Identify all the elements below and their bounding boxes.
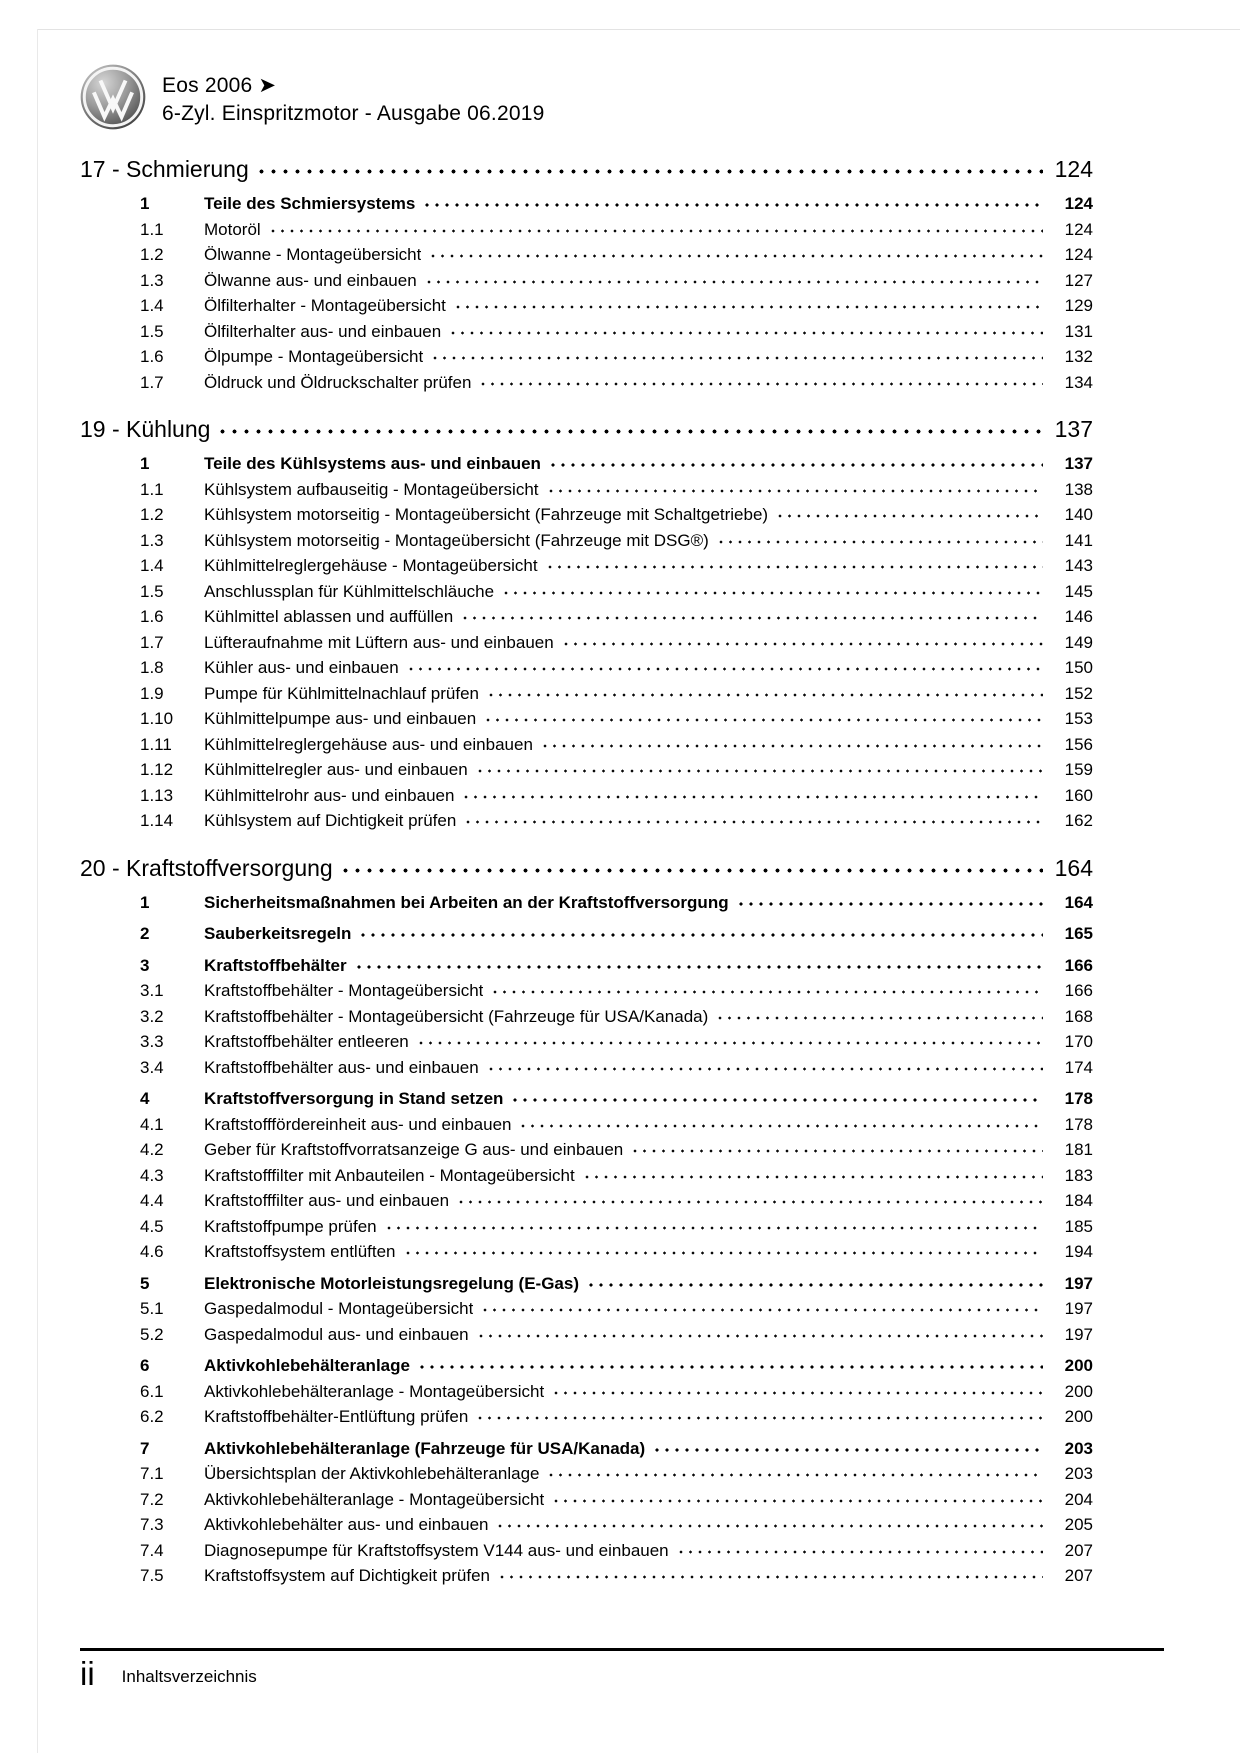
dot-leader	[564, 642, 1043, 646]
entry-number: 4.2	[140, 1140, 164, 1159]
entry-number: 7.4	[140, 1540, 164, 1560]
toc-chapter	[80, 154, 1093, 395]
footer-rule	[80, 1648, 1164, 1651]
chapter-title: 20 - Kraftstoffversorgung	[80, 854, 333, 881]
entry-page-number: 183	[1064, 1165, 1093, 1185]
toc-entry	[80, 783, 1093, 809]
entry-number: 2	[140, 924, 150, 943]
document-footer	[80, 1648, 1164, 1692]
dot-leader	[220, 429, 1043, 434]
entry-number: 1.10	[140, 709, 174, 728]
entry-title: Kühlmittelreglergehäuse aus- und einbauen	[204, 734, 533, 754]
entry-page-number: 159	[1064, 760, 1093, 779]
toc-chapter-row	[80, 853, 1093, 884]
entry-title: Kühler aus- und einbauen	[204, 658, 399, 677]
toc-entry	[80, 1163, 1093, 1189]
entry-number: 1.8	[140, 658, 164, 677]
toc-chapter	[80, 853, 1093, 1589]
toc-entry	[80, 1086, 1093, 1112]
toc-entry	[80, 630, 1093, 656]
entry-title: Anschlussplan für Kühlmittelschläuche	[204, 581, 495, 601]
toc-entry	[80, 706, 1093, 732]
toc-entry	[80, 502, 1093, 528]
entry-page-number: 134	[1064, 372, 1093, 392]
dot-leader	[655, 1448, 1043, 1452]
toc-entry	[80, 1379, 1093, 1405]
dot-leader	[406, 1251, 1044, 1255]
toc-entry	[80, 242, 1093, 268]
entry-number: 4	[140, 1089, 150, 1108]
entry-title: Kraftstoffbehälter - Montageübersicht	[204, 981, 484, 1000]
entry-number: 1.6	[140, 607, 164, 626]
entry-number: 1.1	[140, 219, 164, 239]
entry-number: 1.14	[140, 811, 174, 830]
toc-entry	[80, 1188, 1093, 1214]
entry-page-number: 160	[1064, 785, 1093, 805]
entry-number: 1.11	[140, 734, 172, 754]
toc-entry	[80, 1404, 1093, 1430]
entry-title: Gaspedalmodul aus- und einbauen	[204, 1324, 469, 1344]
entry-title: Lüfteraufnahme mit Lüftern aus- und einbauen	[204, 632, 554, 652]
entry-page-number: 207	[1064, 1566, 1093, 1585]
dot-leader	[420, 1365, 1043, 1369]
dot-leader	[554, 1391, 1043, 1395]
entry-number: 3.1	[140, 981, 164, 1000]
dot-leader	[489, 693, 1043, 697]
toc-entry	[80, 1112, 1093, 1138]
entry-page-number: 137	[1064, 454, 1093, 473]
entry-page-number: 205	[1064, 1515, 1093, 1534]
toc-entry	[80, 1436, 1093, 1462]
dot-leader	[543, 744, 1043, 748]
entry-number: 1.1	[140, 479, 164, 499]
toc-entry	[80, 528, 1093, 554]
dot-leader	[343, 868, 1043, 873]
toc-entry	[80, 1538, 1093, 1564]
dot-leader	[451, 331, 1043, 335]
dot-leader	[479, 1334, 1043, 1338]
dot-leader	[493, 990, 1043, 994]
entry-page-number: 200	[1064, 1381, 1093, 1401]
toc-entry	[80, 1563, 1093, 1589]
entry-page-number: 178	[1064, 1114, 1093, 1134]
entry-page-number: 146	[1064, 607, 1093, 626]
entry-page-number: 194	[1064, 1242, 1093, 1261]
toc-entry	[80, 1271, 1093, 1297]
chapter-page-number: 164	[1054, 854, 1093, 881]
vw-logo-icon	[80, 64, 146, 135]
toc-entry	[80, 293, 1093, 319]
dot-leader	[500, 1575, 1043, 1579]
footer-page-number: ii	[80, 1655, 95, 1692]
toc-entry	[80, 604, 1093, 630]
toc-entry	[80, 757, 1093, 783]
entry-title: Kraftstoffversorgung in Stand setzen	[204, 1089, 504, 1108]
entry-title: Elektronische Motorleistungsregelung (E-Gas)	[204, 1273, 580, 1293]
dot-leader	[548, 565, 1043, 569]
entry-page-number: 141	[1064, 530, 1093, 550]
toc-entry	[80, 477, 1093, 503]
dot-leader	[551, 463, 1043, 467]
entry-title: Aktivkohlebehälteranlage (Fahrzeuge für USA/Kanada)	[204, 1438, 646, 1458]
toc-chapter	[80, 414, 1093, 834]
toc-entry	[80, 1239, 1093, 1265]
dot-leader	[481, 382, 1043, 386]
entry-number: 4.4	[140, 1191, 164, 1210]
dot-leader	[456, 305, 1043, 309]
toc-entry	[80, 1353, 1093, 1379]
toc-entry	[80, 1322, 1093, 1348]
entry-number: 3.2	[140, 1006, 164, 1026]
toc	[80, 154, 1093, 1589]
entry-number: 1.2	[140, 245, 164, 264]
document-header	[80, 64, 1240, 135]
entry-number: 1.12	[140, 760, 174, 779]
entry-title: Kraftstofffilter mit Anbauteilen - Montageübersicht	[204, 1165, 575, 1185]
dot-leader	[778, 514, 1043, 518]
toc-entry	[80, 319, 1093, 345]
entry-number: 1.3	[140, 270, 164, 290]
dot-leader	[464, 795, 1043, 799]
entry-title: Öldruck und Öldruckschalter prüfen	[204, 372, 472, 392]
entry-page-number: 168	[1064, 1006, 1093, 1026]
entry-number: 1.9	[140, 683, 164, 703]
entry-page-number: 143	[1064, 556, 1093, 575]
toc-entry	[80, 553, 1093, 579]
entry-number: 3.4	[140, 1057, 164, 1077]
toc-chapter-row	[80, 154, 1093, 185]
entry-title: Ölwanne aus- und einbauen	[204, 270, 417, 290]
entry-page-number: 138	[1064, 479, 1093, 499]
entry-page-number: 153	[1064, 709, 1093, 728]
entry-number: 1.5	[140, 581, 164, 601]
toc-entry	[80, 890, 1093, 916]
entry-page-number: 207	[1064, 1540, 1093, 1560]
entry-number: 1.2	[140, 505, 164, 524]
entry-page-number: 181	[1064, 1140, 1093, 1159]
toc-entry	[80, 191, 1093, 217]
dot-leader	[419, 1041, 1043, 1045]
entry-title: Kühlsystem motorseitig - Montageübersicht (Fahrzeuge mit Schaltgetriebe)	[204, 505, 769, 524]
entry-title: Kühlsystem motorseitig - Montageübersicht (Fahrzeuge mit DSG®)	[204, 530, 709, 550]
dot-leader	[361, 933, 1043, 937]
entry-number: 1.4	[140, 296, 164, 315]
toc-entry	[80, 953, 1093, 979]
entry-page-number: 174	[1064, 1057, 1093, 1077]
entry-page-number: 164	[1064, 892, 1093, 912]
entry-page-number: 124	[1064, 245, 1093, 264]
dot-leader	[425, 203, 1043, 207]
chapter-items	[80, 451, 1093, 834]
entry-title: Teile des Schmiersystems	[204, 194, 416, 213]
toc-entry	[80, 370, 1093, 396]
entry-page-number: 132	[1064, 347, 1093, 366]
entry-page-number: 165	[1064, 924, 1093, 943]
dot-leader	[513, 1098, 1043, 1102]
entry-number: 5	[140, 1273, 150, 1293]
entry-page-number: 145	[1064, 581, 1093, 601]
entry-title: Aktivkohlebehälteranlage	[204, 1356, 410, 1375]
dot-leader	[498, 1524, 1043, 1528]
entry-number: 1.7	[140, 632, 164, 652]
entry-title: Aktivkohlebehälteranlage - Montageübersicht	[204, 1381, 545, 1401]
toc-entry	[80, 1214, 1093, 1240]
document-subtitle: 6-Zyl. Einspritzmotor - Ausgabe 06.2019	[162, 101, 545, 125]
entry-number: 4.6	[140, 1242, 164, 1261]
entry-title: Kühlmittelrohr aus- und einbauen	[204, 785, 455, 805]
entry-number: 7.5	[140, 1566, 164, 1585]
entry-number: 4.1	[140, 1114, 164, 1134]
entry-number: 7	[140, 1438, 150, 1458]
entry-page-number: 200	[1064, 1356, 1093, 1375]
chapter-items	[80, 890, 1093, 1589]
entry-page-number: 185	[1064, 1216, 1093, 1236]
entry-title: Aktivkohlebehälteranlage - Montageübersicht	[204, 1489, 545, 1509]
dot-leader	[478, 1416, 1043, 1420]
dot-leader	[387, 1226, 1043, 1230]
entry-title: Aktivkohlebehälter aus- und einbauen	[204, 1515, 489, 1534]
entry-title: Kühlmittelpumpe aus- und einbauen	[204, 709, 477, 728]
entry-page-number: 127	[1064, 270, 1093, 290]
toc-entry	[80, 1055, 1093, 1081]
entry-number: 7.2	[140, 1489, 164, 1509]
entry-title: Geber für Kraftstoffvorratsanzeige G aus- und einbauen	[204, 1140, 624, 1159]
entry-number: 7.1	[140, 1464, 164, 1483]
entry-number: 1.13	[140, 785, 174, 805]
dot-leader	[679, 1550, 1043, 1554]
entry-title: Sicherheitsmaßnahmen bei Arbeiten an der Kraftstoffversorgung	[204, 892, 729, 912]
toc-entry	[80, 1296, 1093, 1322]
entry-number: 1.5	[140, 321, 164, 341]
dot-leader	[459, 1200, 1043, 1204]
entry-page-number: 203	[1064, 1438, 1093, 1458]
entry-number: 5.2	[140, 1324, 164, 1344]
dot-leader	[589, 1283, 1043, 1287]
entry-title: Kraftstoffbehälter - Montageübersicht (Fahrzeuge für USA/Kanada)	[204, 1006, 709, 1026]
entry-title: Kraftstofffördereinheit aus- und einbauen	[204, 1114, 512, 1134]
entry-number: 1.4	[140, 556, 164, 575]
entry-number: 1	[140, 454, 150, 473]
entry-title: Kraftstoffpumpe prüfen	[204, 1216, 377, 1236]
page-edge-top	[37, 29, 1240, 30]
dot-leader	[357, 965, 1043, 969]
entry-title: Ölfilterhalter - Montageübersicht	[204, 296, 446, 315]
toc-entry	[80, 1004, 1093, 1030]
dot-leader	[719, 540, 1043, 544]
entry-number: 4.5	[140, 1216, 164, 1236]
entry-title: Motoröl	[204, 219, 261, 239]
entry-title: Ölwanne - Montageübersicht	[204, 245, 422, 264]
entry-page-number: 166	[1064, 981, 1093, 1000]
toc-chapter-row	[80, 414, 1093, 445]
dot-leader	[633, 1149, 1043, 1153]
entry-title: Kühlmittel ablassen und auffüllen	[204, 607, 454, 626]
dot-leader	[739, 902, 1043, 906]
entry-page-number: 140	[1064, 505, 1093, 524]
entry-page-number: 197	[1064, 1273, 1093, 1293]
toc-entry	[80, 217, 1093, 243]
dot-leader	[549, 489, 1043, 493]
toc-entry	[80, 1461, 1093, 1487]
dot-leader	[463, 616, 1043, 620]
entry-title: Kühlmittelreglergehäuse - Montageübersicht	[204, 556, 538, 575]
entry-number: 1	[140, 892, 150, 912]
dot-leader	[433, 356, 1043, 360]
entry-page-number: 129	[1064, 296, 1093, 315]
entry-number: 3.3	[140, 1032, 164, 1051]
entry-page-number: 149	[1064, 632, 1093, 652]
toc-entry	[80, 451, 1093, 477]
toc-entry	[80, 1029, 1093, 1055]
dot-leader	[409, 667, 1043, 671]
entry-title: Kühlsystem auf Dichtigkeit prüfen	[204, 811, 457, 830]
entry-title: Kühlsystem aufbauseitig - Montageübersicht	[204, 479, 539, 499]
entry-page-number: 184	[1064, 1191, 1093, 1210]
entry-title: Sauberkeitsregeln	[204, 924, 352, 943]
chapter-title: 17 - Schmierung	[80, 156, 249, 182]
chapter-items	[80, 191, 1093, 395]
entry-number: 5.1	[140, 1299, 164, 1318]
toc-entry	[80, 921, 1093, 947]
entry-title: Kraftstoffbehälter-Entlüftung prüfen	[204, 1407, 469, 1426]
entry-number: 1.7	[140, 372, 164, 392]
entry-title: Diagnosepumpe für Kraftstoffsystem V144 aus- und einbauen	[204, 1540, 669, 1560]
toc-entry	[80, 268, 1093, 294]
toc-entry	[80, 655, 1093, 681]
entry-number: 6	[140, 1356, 150, 1375]
toc-entry	[80, 808, 1093, 834]
dot-leader	[483, 1308, 1043, 1312]
dot-leader	[478, 769, 1043, 773]
entry-title: Ölpumpe - Montageübersicht	[204, 347, 424, 366]
dot-leader	[554, 1499, 1043, 1503]
dot-leader	[549, 1473, 1043, 1477]
entry-number: 4.3	[140, 1165, 164, 1185]
entry-page-number: 197	[1064, 1299, 1093, 1318]
toc-entry	[80, 344, 1093, 370]
entry-number: 3	[140, 955, 150, 975]
entry-title: Kraftstoffbehälter entleeren	[204, 1032, 409, 1051]
entry-page-number: 131	[1064, 321, 1093, 341]
entry-title: Kraftstoffbehälter aus- und einbauen	[204, 1057, 479, 1077]
entry-page-number: 124	[1064, 194, 1093, 213]
entry-title: Kraftstoffsystem entlüften	[204, 1242, 396, 1261]
toc-entry	[80, 1487, 1093, 1513]
entry-page-number: 200	[1064, 1407, 1093, 1426]
chapter-title: 19 - Kühlung	[80, 416, 211, 442]
entry-title: Teile des Kühlsystems aus- und einbauen	[204, 454, 541, 473]
dot-leader	[486, 718, 1043, 722]
entry-page-number: 124	[1064, 219, 1093, 239]
entry-page-number: 150	[1064, 658, 1093, 677]
entry-title: Kühlmittelregler aus- und einbauen	[204, 760, 468, 779]
entry-page-number: 178	[1064, 1089, 1093, 1108]
dot-leader	[431, 254, 1043, 258]
entry-title: Pumpe für Kühlmittelnachlauf prüfen	[204, 683, 479, 703]
entry-title: Kraftstoffsystem auf Dichtigkeit prüfen	[204, 1566, 490, 1585]
dot-leader	[427, 280, 1043, 284]
entry-number: 6.2	[140, 1407, 164, 1426]
dot-leader	[585, 1175, 1043, 1179]
entry-page-number: 152	[1064, 683, 1093, 703]
entry-page-number: 203	[1064, 1464, 1093, 1483]
entry-number: 6.1	[140, 1381, 164, 1401]
toc-entry	[80, 681, 1093, 707]
dot-leader	[521, 1124, 1043, 1128]
dot-leader	[259, 169, 1043, 174]
entry-page-number: 166	[1064, 955, 1093, 975]
toc-entry	[80, 1512, 1093, 1538]
dot-leader	[271, 229, 1043, 233]
page-edge-left	[37, 29, 38, 1753]
entry-page-number: 170	[1064, 1032, 1093, 1051]
entry-page-number: 197	[1064, 1324, 1093, 1344]
entry-title: Übersichtsplan der Aktivkohlebehälteranlage	[204, 1464, 540, 1483]
chapter-page-number: 124	[1054, 156, 1093, 182]
entry-number: 1	[140, 194, 150, 213]
entry-number: 1.6	[140, 347, 164, 366]
entry-number: 1.3	[140, 530, 164, 550]
entry-title: Gaspedalmodul - Montageübersicht	[204, 1299, 474, 1318]
dot-leader	[718, 1016, 1043, 1020]
toc-entry	[80, 732, 1093, 758]
entry-number: 7.3	[140, 1515, 164, 1534]
model-line: Eos 2006 ➤	[162, 73, 277, 97]
entry-title: Ölfilterhalter aus- und einbauen	[204, 321, 442, 341]
entry-title: Kraftstofffilter aus- und einbauen	[204, 1191, 450, 1210]
document-title-block	[162, 72, 545, 128]
entry-page-number: 204	[1064, 1489, 1093, 1509]
entry-page-number: 156	[1064, 734, 1093, 754]
dot-leader	[504, 591, 1043, 595]
entry-page-number: 162	[1064, 811, 1093, 830]
dot-leader	[466, 820, 1043, 824]
chapter-page-number: 137	[1054, 416, 1093, 442]
toc-entry	[80, 1137, 1093, 1163]
dot-leader	[489, 1067, 1043, 1071]
toc-entry	[80, 579, 1093, 605]
footer-label: Inhaltsverzeichnis	[121, 1667, 257, 1687]
toc-entry	[80, 978, 1093, 1004]
entry-title: Kraftstoffbehälter	[204, 955, 347, 975]
